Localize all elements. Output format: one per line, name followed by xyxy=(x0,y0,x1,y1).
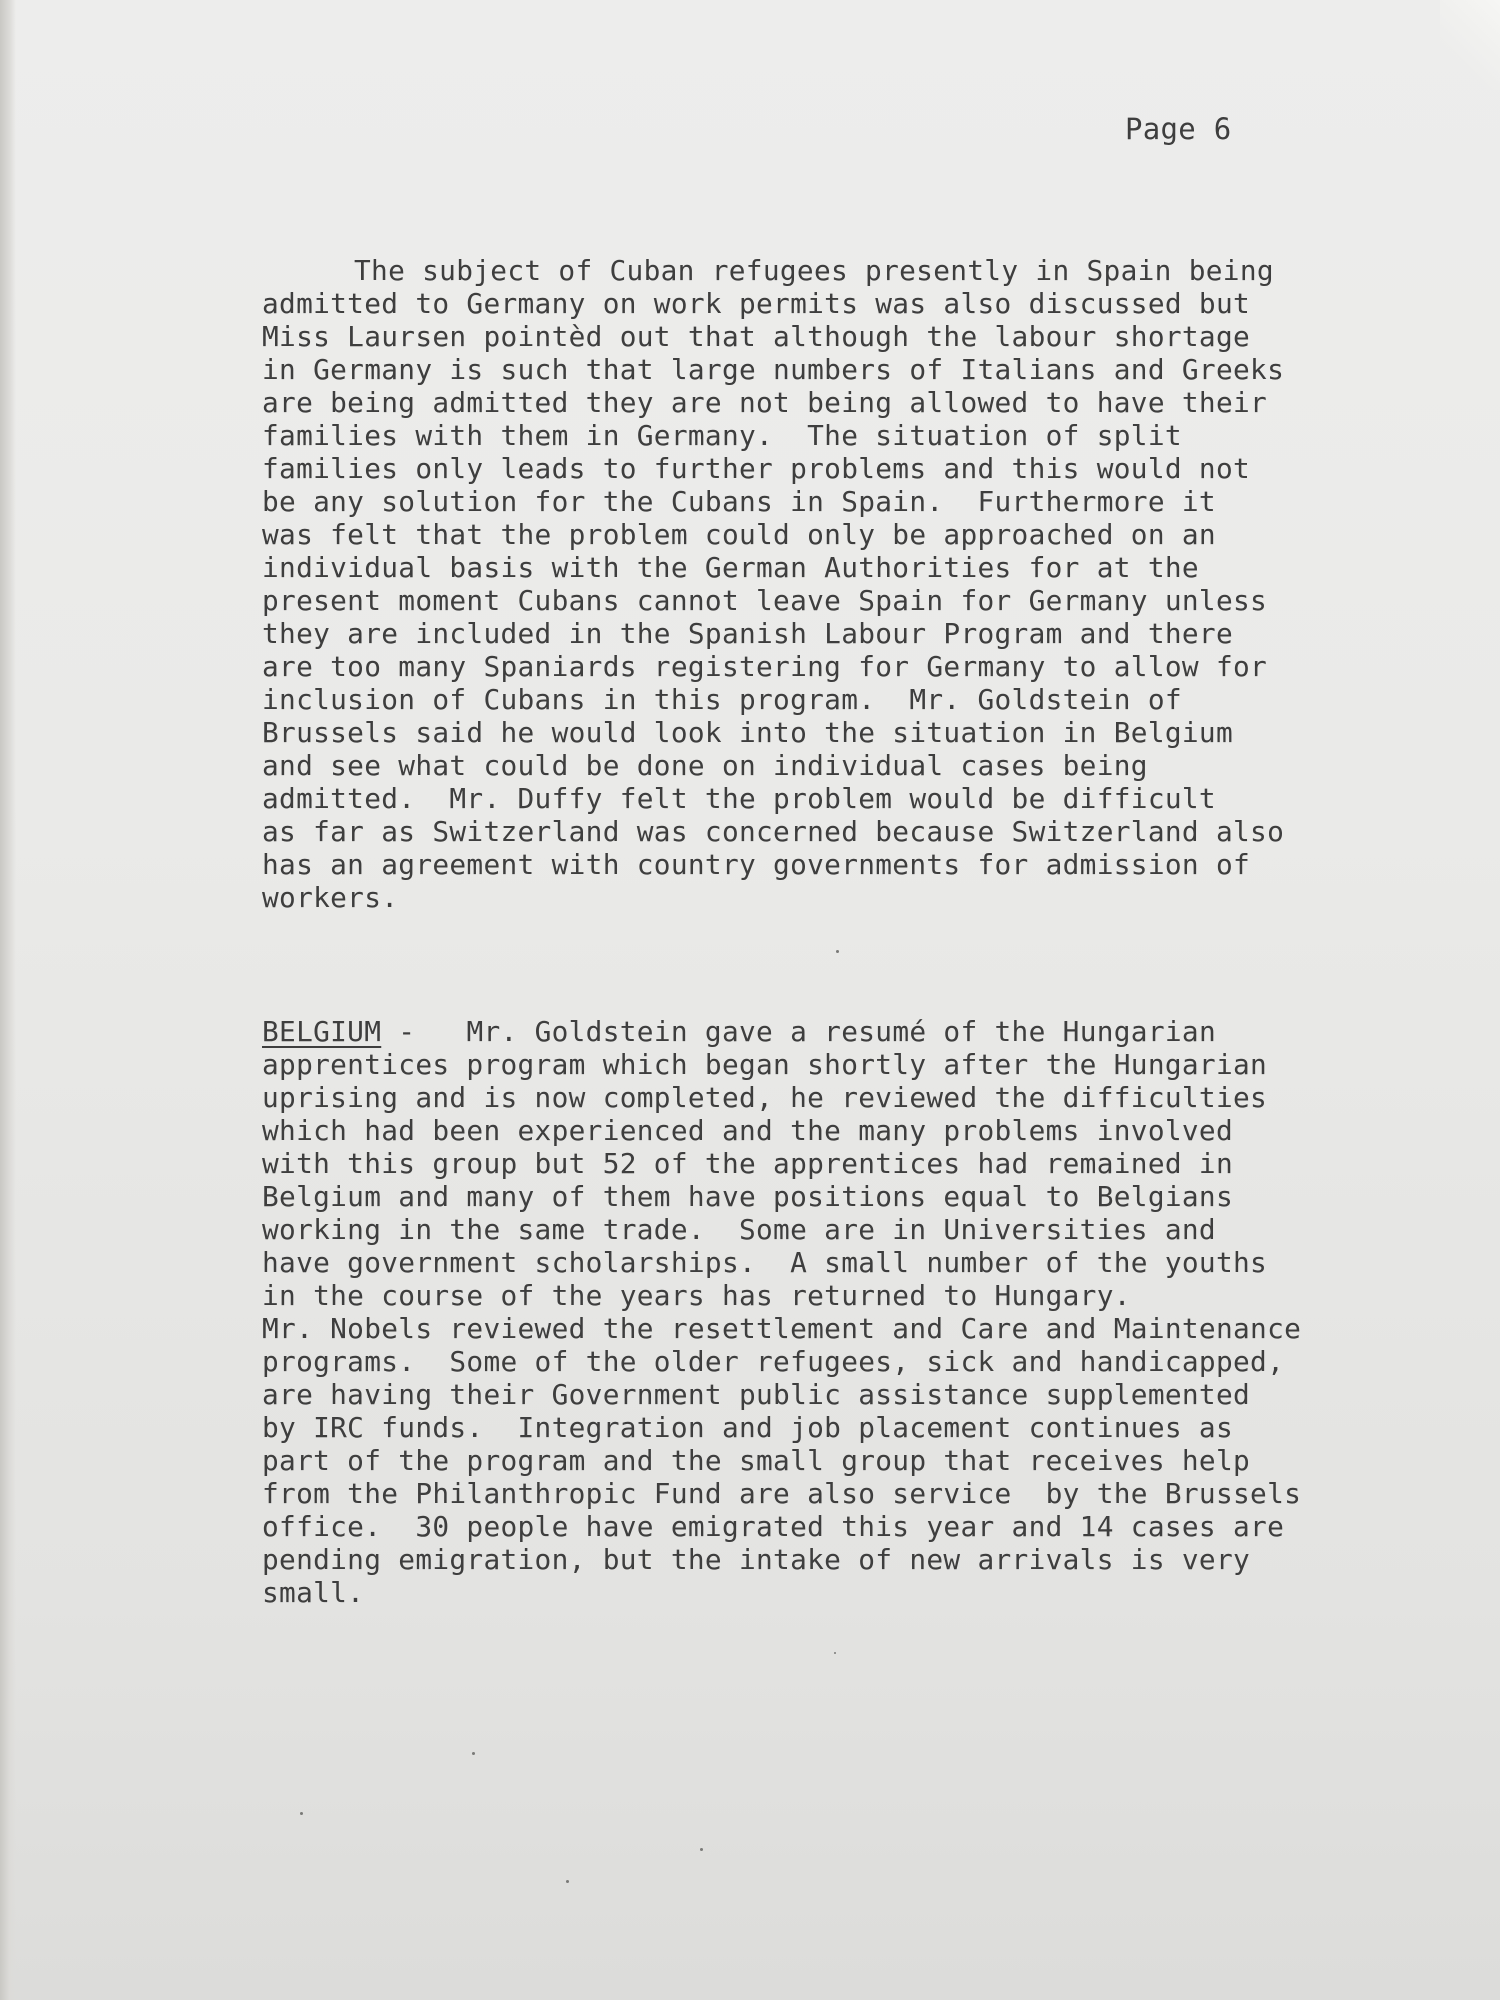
text-line: from the Philanthropic Fund are also service by the Brussels xyxy=(262,1477,1302,1510)
text-line-first xyxy=(262,1015,1442,1048)
text-line: with this group but 52 of the apprentices had remained in xyxy=(262,1147,1234,1180)
text-line: Belgium and many of them have positions equal to Belgians xyxy=(262,1180,1234,1213)
section-heading-belgium: BELGIUM xyxy=(262,1015,382,1048)
text-line: which had been experienced and the many problems involved xyxy=(262,1114,1234,1147)
text-line: programs. Some of the older refugees, sick and handicapped, xyxy=(262,1345,1285,1378)
heading-separator: - xyxy=(381,1015,467,1048)
text-line: working in the same trade. Some are in Universities and xyxy=(262,1213,1216,1246)
text-line: individual basis with the German Authorities for at the xyxy=(262,551,1199,584)
text-line: they are included in the Spanish Labour Program and there xyxy=(262,617,1234,650)
text-line: admitted. Mr. Duffy felt the problem would be difficult xyxy=(262,782,1216,815)
paper-speck xyxy=(700,1848,703,1851)
text-line: inclusion of Cubans in this program. Mr. Goldstein of xyxy=(262,683,1182,716)
text-line: by IRC funds. Integration and job placement continues as xyxy=(262,1411,1234,1444)
page-number: Page 6 xyxy=(1125,112,1232,146)
paper-speck xyxy=(472,1752,475,1755)
text-line: uprising and is now completed, he reviewed the difficulties xyxy=(262,1081,1268,1114)
paper-speck xyxy=(300,1812,303,1815)
text-line: Miss Laursen pointèd out that although the labour shortage xyxy=(262,320,1251,353)
text-line: in the course of the years has returned to Hungary. xyxy=(262,1279,1131,1312)
text-line: office. 30 people have emigrated this year and 14 cases are xyxy=(262,1510,1285,1543)
text-line: are too many Spaniards registering for Germany to allow for xyxy=(262,650,1268,683)
page-left-edge-shadow xyxy=(0,0,16,2000)
text-line: as far as Switzerland was concerned because Switzerland also xyxy=(262,815,1285,848)
text-line: workers. xyxy=(262,881,399,914)
text-line: be any solution for the Cubans in Spain. Furthermore it xyxy=(262,485,1216,518)
text-line: are having their Government public assistance supplemented xyxy=(262,1378,1251,1411)
text-line: The subject of Cuban refugees presently in Spain being xyxy=(354,254,1274,287)
page-corner-highlight xyxy=(1440,0,1500,90)
text-line: and see what could be done on individual cases being xyxy=(262,749,1148,782)
text-line: part of the program and the small group that receives help xyxy=(262,1444,1251,1477)
text-line: Brussels said he would look into the situation in Belgium xyxy=(262,716,1234,749)
text-line: have government scholarships. A small number of the youths xyxy=(262,1246,1268,1279)
text-line: small. xyxy=(262,1576,365,1609)
text-line: was felt that the problem could only be approached on an xyxy=(262,518,1216,551)
paper-speck xyxy=(836,950,839,953)
text-line: present moment Cubans cannot leave Spain for Germany unless xyxy=(262,584,1268,617)
text-line: families with them in Germany. The situation of split xyxy=(262,419,1182,452)
paragraph-belgium xyxy=(262,1015,1442,1609)
paragraph-cuban-refugees xyxy=(262,254,1442,914)
text-line: pending emigration, but the intake of new arrivals is very xyxy=(262,1543,1251,1576)
text-line: are being admitted they are not being allowed to have their xyxy=(262,386,1268,419)
text-line: Mr. Nobels reviewed the resettlement and Care and Maintenance xyxy=(262,1312,1302,1345)
paper-speck xyxy=(566,1880,569,1883)
text-line: families only leads to further problems and this would not xyxy=(262,452,1251,485)
paper-speck xyxy=(834,1652,836,1654)
text-line: apprentices program which began shortly after the Hungarian xyxy=(262,1048,1268,1081)
text-line-rest: Mr. Goldstein gave a resumé of the Hungarian xyxy=(466,1015,1216,1048)
text-line: has an agreement with country governments for admission of xyxy=(262,848,1251,881)
text-line: in Germany is such that large numbers of Italians and Greeks xyxy=(262,353,1285,386)
text-line: admitted to Germany on work permits was also discussed but xyxy=(262,287,1251,320)
